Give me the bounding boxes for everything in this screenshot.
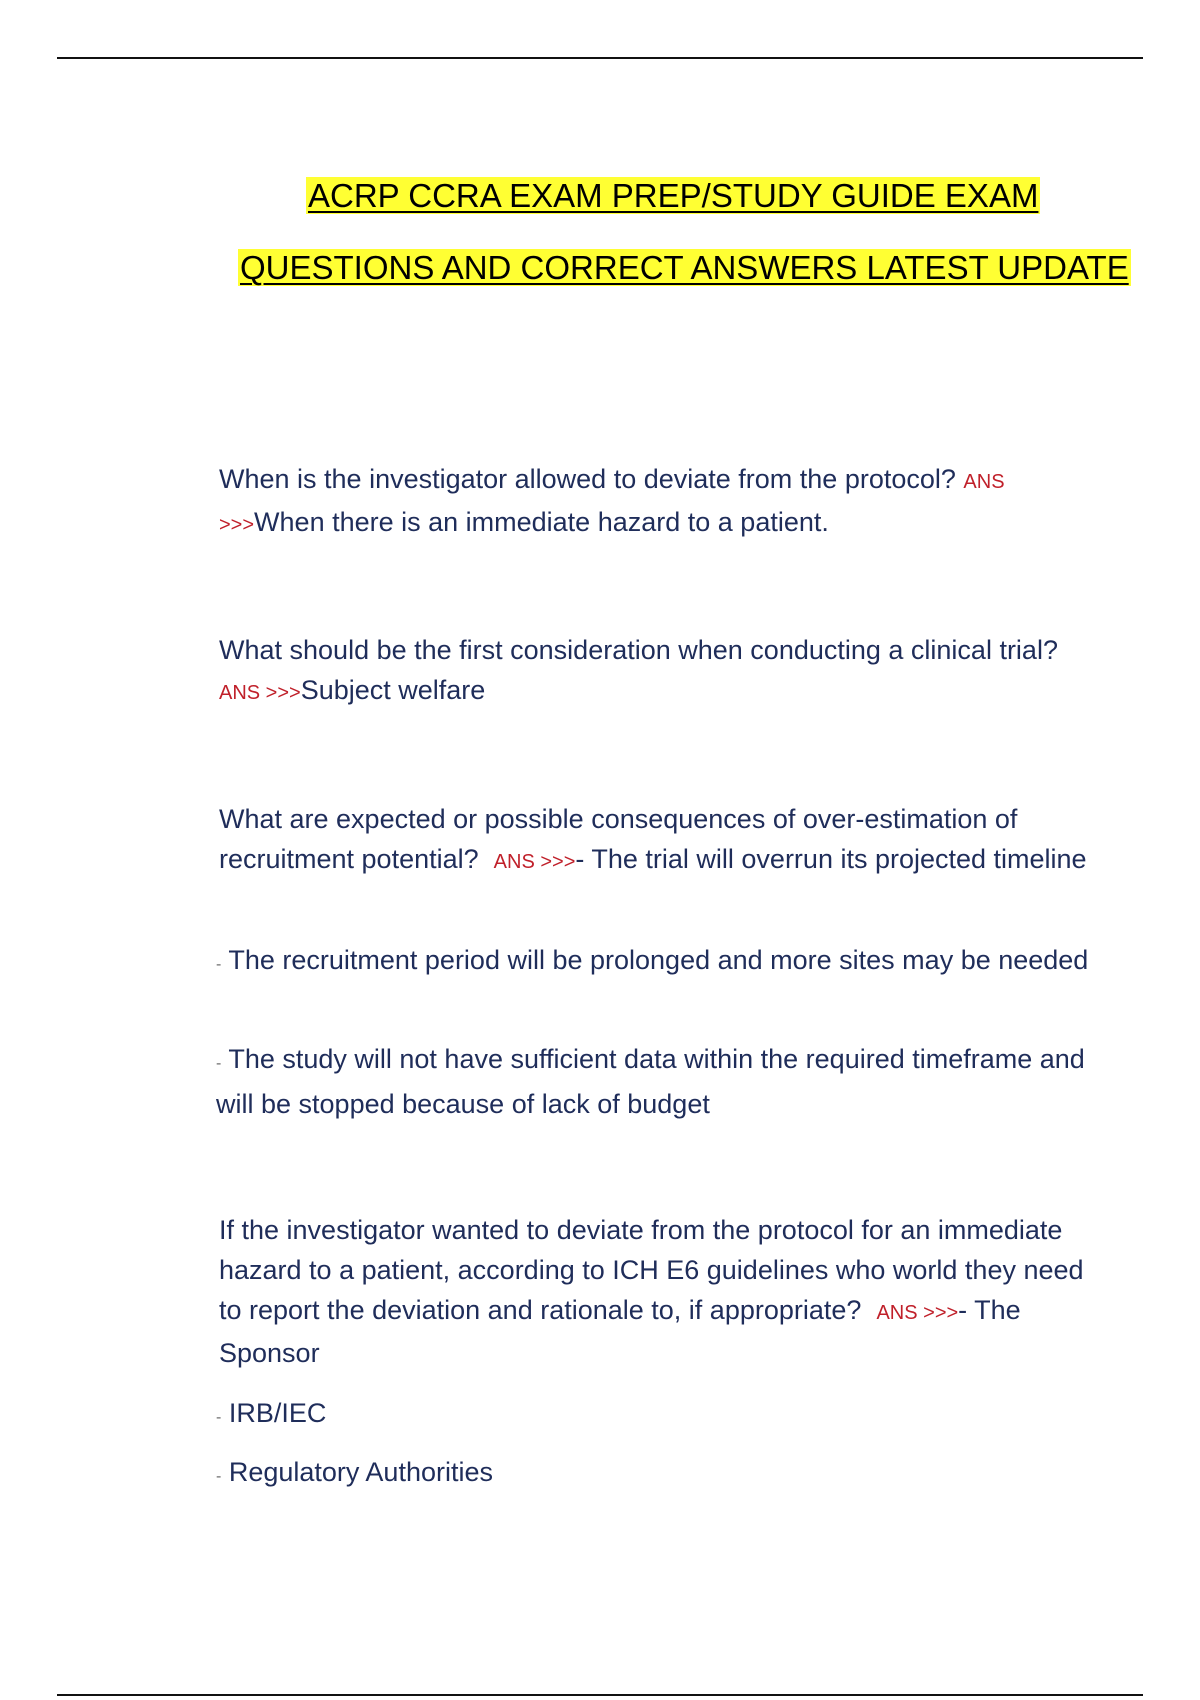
footer-rule bbox=[57, 1694, 1143, 1696]
qa-item bbox=[219, 459, 1099, 545]
answer-list-item: - Regulatory Authorities bbox=[216, 1457, 493, 1487]
answer-list-text: The recruitment period will be prolonged and more sites may be needed bbox=[228, 945, 1089, 975]
answer-marker: ANS >>> bbox=[219, 682, 301, 704]
answer-list-item: - The recruitment period will be prolonged and more sites may be needed bbox=[216, 945, 1089, 975]
question-text: What should be the first consideration when conducting a clinical trial? bbox=[219, 635, 1058, 665]
answer-list-text: The study will not have sufficient data within the required timeframe and will be stopped because of lack of budget bbox=[216, 1044, 1085, 1119]
qa-item bbox=[219, 630, 1099, 713]
document-title-line-1: ACRP CCRA EXAM PREP/STUDY GUIDE EXAM bbox=[308, 177, 1039, 214]
answer-text: - The trial will overrun its projected timeline bbox=[575, 844, 1087, 874]
answer-text: When there is an immediate hazard to a patient. bbox=[254, 507, 829, 537]
qa-item bbox=[219, 799, 1099, 882]
answer-list-text: Regulatory Authorities bbox=[228, 1457, 493, 1487]
answer-list-text: IRB/IEC bbox=[228, 1398, 327, 1428]
answer-list-item: - IRB/IEC bbox=[216, 1398, 327, 1428]
question-text: If the investigator wanted to deviate from the protocol for an immediate hazard to a patient, according to ICH E6 guidelines who world they need to report the deviation and rationale to, if appropriate? bbox=[219, 1215, 1084, 1325]
answer-marker: ANS >>> bbox=[219, 471, 1005, 536]
question-text: What are expected or possible consequences of over-estimation of recruitment potential? bbox=[219, 804, 1018, 874]
qa-item bbox=[219, 1210, 1099, 1373]
answer-text: Subject welfare bbox=[300, 675, 486, 705]
question-text: When is the investigator allowed to deviate from the protocol? bbox=[219, 464, 956, 494]
header-rule bbox=[57, 57, 1143, 59]
document-title-line-2: QUESTIONS AND CORRECT ANSWERS LATEST UPDATE bbox=[240, 249, 1129, 286]
answer-text: - The Sponsor bbox=[219, 1295, 1021, 1368]
answer-list-item: - The study will not have sufficient data within the required timeframe and will be stopped because of lack of budget bbox=[216, 1044, 1085, 1119]
answer-marker: ANS >>> bbox=[493, 851, 576, 873]
answer-marker: ANS >>> bbox=[876, 1302, 959, 1324]
